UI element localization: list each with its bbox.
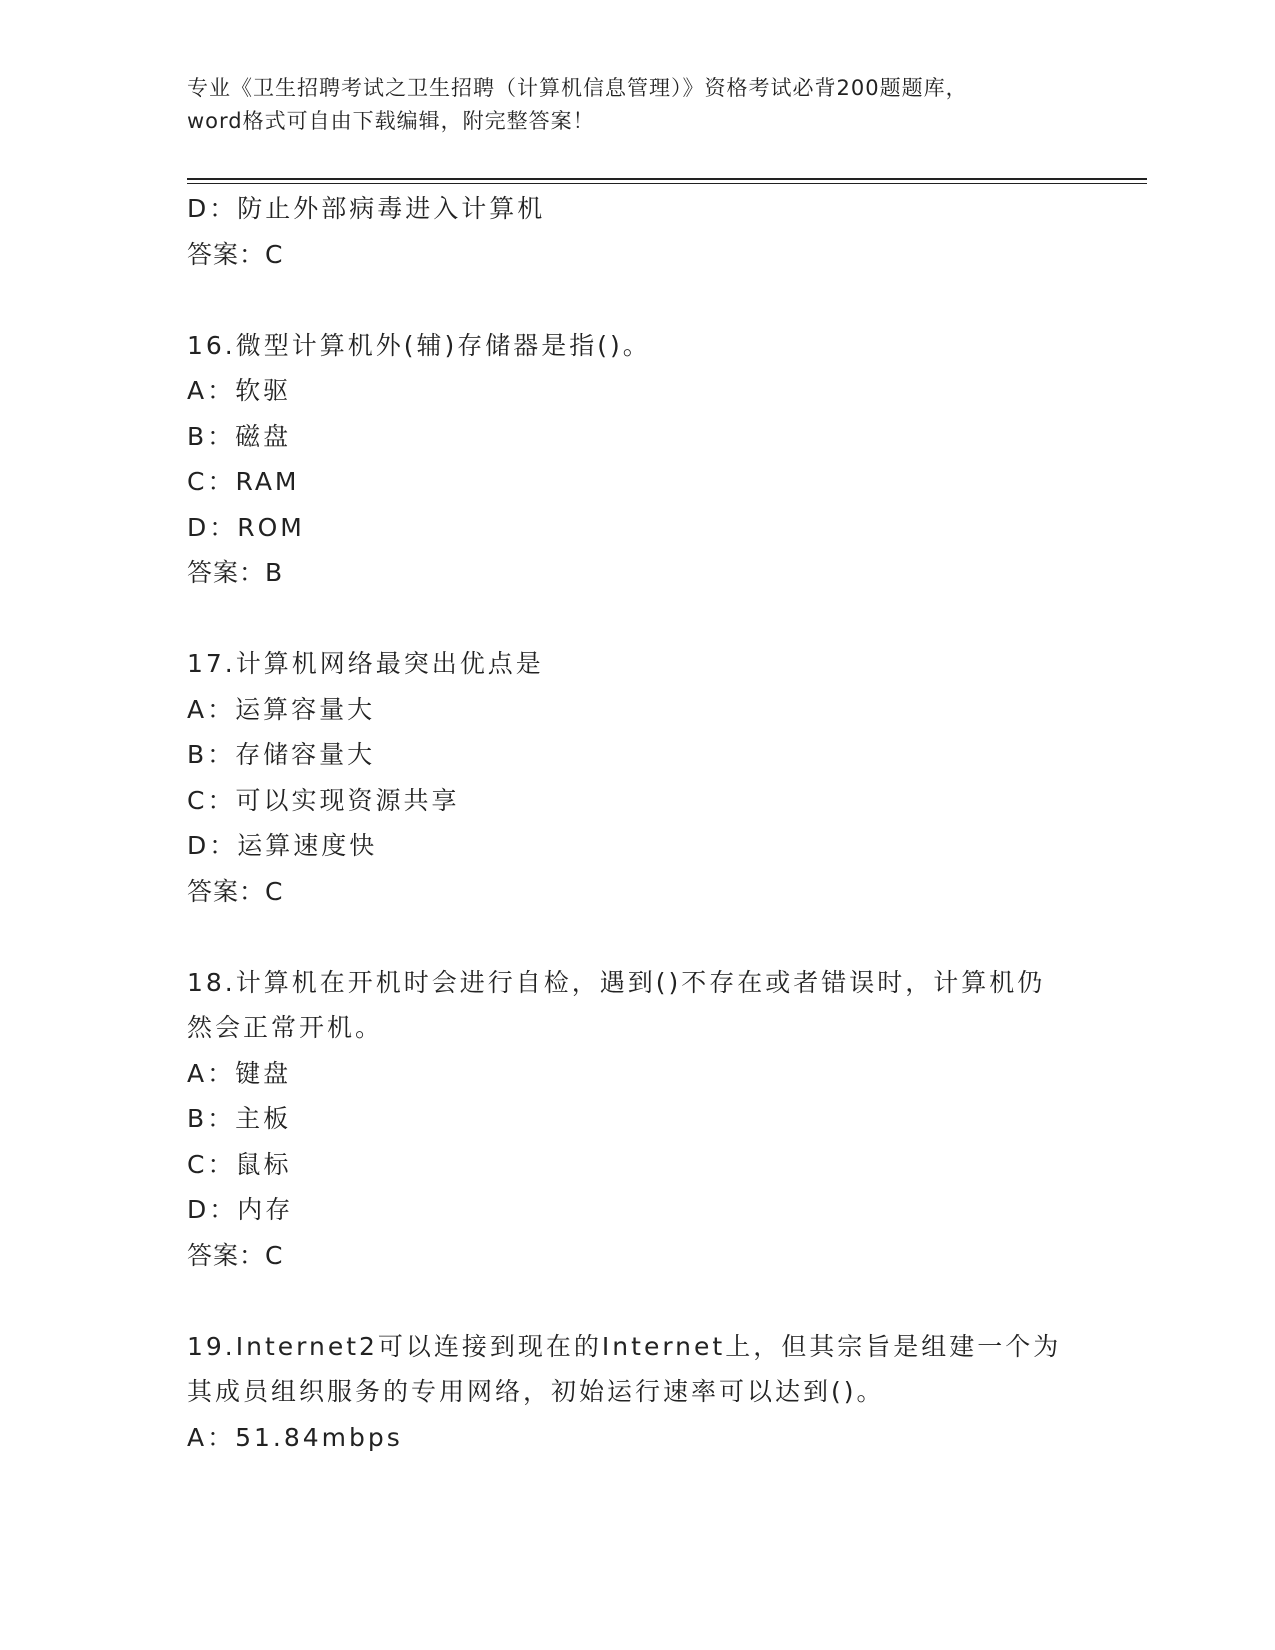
- header-divider-thin: [187, 183, 1147, 184]
- question-stem: 18.计算机在开机时会进行自检，遇到()不存在或者错误时，计算机仍: [187, 967, 1046, 997]
- option-d: D：内存: [187, 1195, 294, 1224]
- option-b: B：磁盘: [187, 421, 292, 451]
- question-stem: 17.计算机网络最突出优点是: [187, 649, 544, 678]
- answer-line: 答案：C: [187, 876, 284, 906]
- question-stem-continued: 然会正常开机。: [187, 1013, 384, 1042]
- document-header: [187, 72, 1087, 138]
- option-a: A：键盘: [187, 1058, 292, 1088]
- answer-line: 答案：C: [187, 239, 284, 269]
- spacer: [187, 277, 1087, 323]
- header-divider-thick: [187, 178, 1147, 180]
- header-line-1: 专业《卫生招聘考试之卫生招聘（计算机信息管理）》资格考试必背200题题库，: [187, 76, 968, 100]
- option-d: D：运算速度快: [187, 831, 378, 860]
- option-a: A：软驱: [187, 376, 292, 405]
- answer-line: 答案：C: [187, 1240, 284, 1270]
- header-line-2: word格式可自由下载编辑，附完整答案！: [187, 109, 595, 133]
- question-list: [187, 186, 1087, 1460]
- option-b: B：主板: [187, 1104, 292, 1133]
- option-d: D：防止外部病毒进入计算机: [187, 194, 546, 223]
- answer-line: 答案：B: [187, 558, 284, 587]
- option-c: C：RAM: [187, 467, 300, 496]
- spacer: [187, 596, 1087, 642]
- spacer: [187, 914, 1087, 960]
- option-c: C：可以实现资源共享: [187, 785, 460, 815]
- option-b: B：存储容量大: [187, 740, 376, 769]
- question-stem: 19.Internet2可以连接到现在的Internet上，但其宗旨是组建一个为: [187, 1331, 1062, 1361]
- spacer: [187, 1278, 1087, 1324]
- option-a: A：运算容量大: [187, 694, 376, 724]
- option-c: C：鼠标: [187, 1149, 292, 1179]
- option-a: A：51.84mbps: [187, 1422, 403, 1452]
- option-d: D：ROM: [187, 512, 305, 542]
- question-stem-continued: 其成员组织服务的专用网络，初始运行速率可以达到()。: [187, 1377, 885, 1406]
- question-stem: 16.微型计算机外(辅)存储器是指()。: [187, 330, 651, 360]
